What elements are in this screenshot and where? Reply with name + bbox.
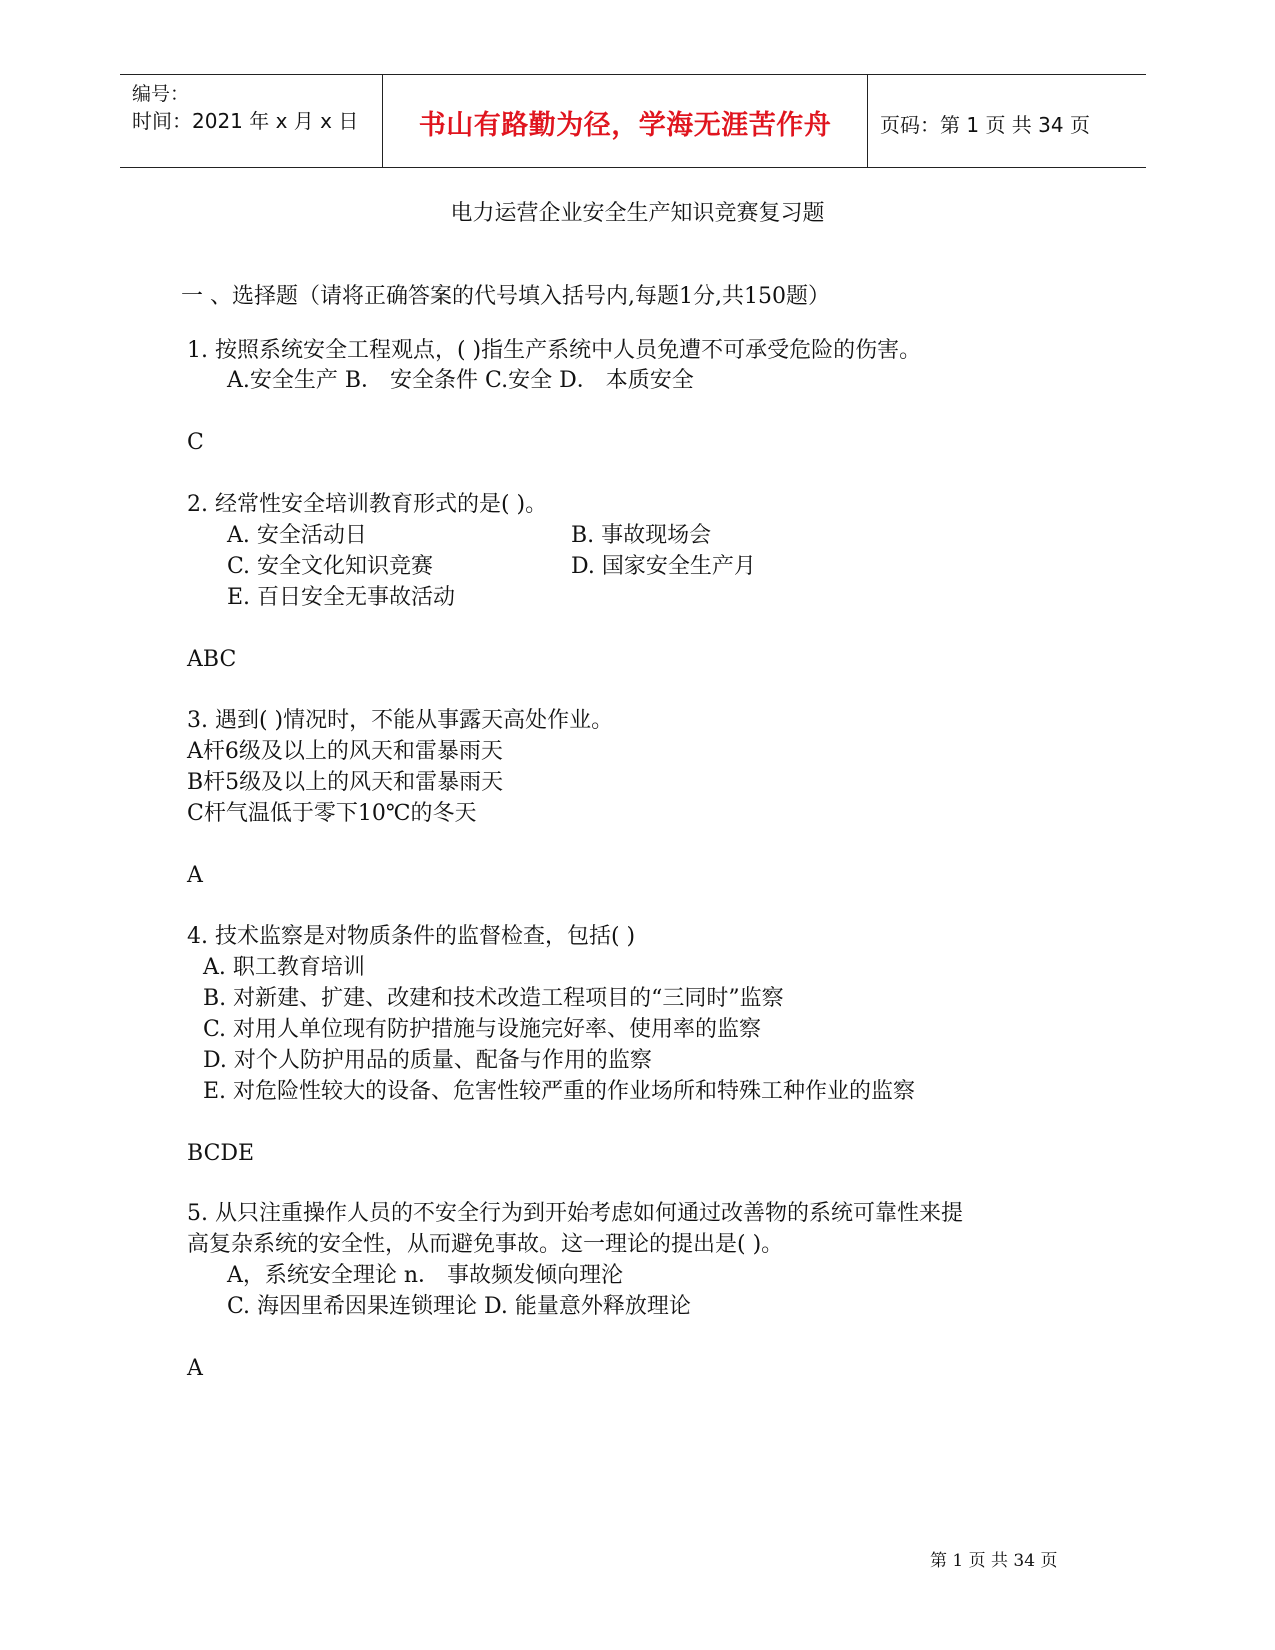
header-page-cell [868,75,1146,167]
page-info: 页码：第 1 页 共 34 页 [880,113,1090,137]
question-4-option-a: A. 职工教育培训 [203,955,365,980]
header-motto-cell [382,75,868,167]
question-2-stem: 2. 经常性安全培训教育形式的是( )。 [187,492,548,517]
question-2-option-b: B. 事故现场会 [571,523,712,548]
header-left-cell [120,75,382,167]
question-1-options: A.安全生产 B． 安全条件 C.安全 D． 本质安全 [227,368,694,393]
question-4-stem: 4. 技术监察是对物质条件的监督检查，包括( ) [187,924,636,949]
question-3-option-a: A杆6级及以上的风天和雷暴雨天 [187,739,503,764]
question-2-option-c: C. 安全文化知识竞赛 [227,554,434,579]
question-5-options-row1: A，系统安全理论 n． 事故频发倾向理沦 [227,1263,624,1288]
question-4-option-b: B. 对新建、扩建、改建和技术改造工程项目的“三同时”监察 [203,986,784,1011]
question-3-option-c: C杆气温低于零下10℃的冬天 [187,801,477,826]
document-title: 电力运营企业安全生产知识竞赛复习题 [450,201,825,226]
question-5-answer: A [187,1356,203,1381]
question-2-answer: ABC [187,647,237,672]
question-4-answer: BCDE [187,1141,255,1166]
number-label: 编号： [132,83,190,105]
time-label: 时间：2021 年 x 月 x 日 [132,109,359,133]
question-5-stem-line1: 5. 从只注重操作人员的不安全行为到开始考虑如何通过改善物的系统可靠性来提 [187,1201,963,1226]
page-footer: 第 1 页 共 34 页 [930,1551,1058,1571]
question-4-option-d: D. 对个人防护用品的质量、配备与作用的监察 [203,1048,652,1073]
question-3-answer: A [187,863,203,888]
question-1-answer: C [187,430,204,455]
question-2-option-a: A. 安全活动日 [227,523,367,548]
question-3-stem: 3. 遇到( )情况时，不能从事露天高处作业。 [187,708,614,733]
question-4-option-c: C. 对用人单位现有防护措施与设施完好率、使用率的监察 [203,1017,762,1042]
question-5-options-row2: C. 海因里希因果连锁理论 D. 能量意外释放理论 [227,1294,691,1319]
section-heading: 一 、选择题（请将正确答案的代号填入括号内,每题1分,共150题） [181,284,830,309]
motto-text: 书山有路勤为径，学海无涯苦作舟 [418,110,832,141]
question-2-option-e: E. 百日安全无事故活动 [227,585,456,610]
question-5-stem-line2: 高复杂系统的安全性，从而避免事故。这一理论的提出是( )。 [187,1232,784,1257]
question-2-option-d: D. 国家安全生产月 [571,554,756,579]
header-table [120,74,1146,168]
question-1-stem: 1. 按照系统安全工程观点，( )指生产系统中人员免遭不可承受危险的伤害。 [187,338,922,363]
question-3-option-b: B杆5级及以上的风天和雷暴雨天 [187,770,504,795]
question-4-option-e: E. 对危险性较大的设备、危害性较严重的作业场所和特殊工种作业的监察 [203,1079,916,1104]
